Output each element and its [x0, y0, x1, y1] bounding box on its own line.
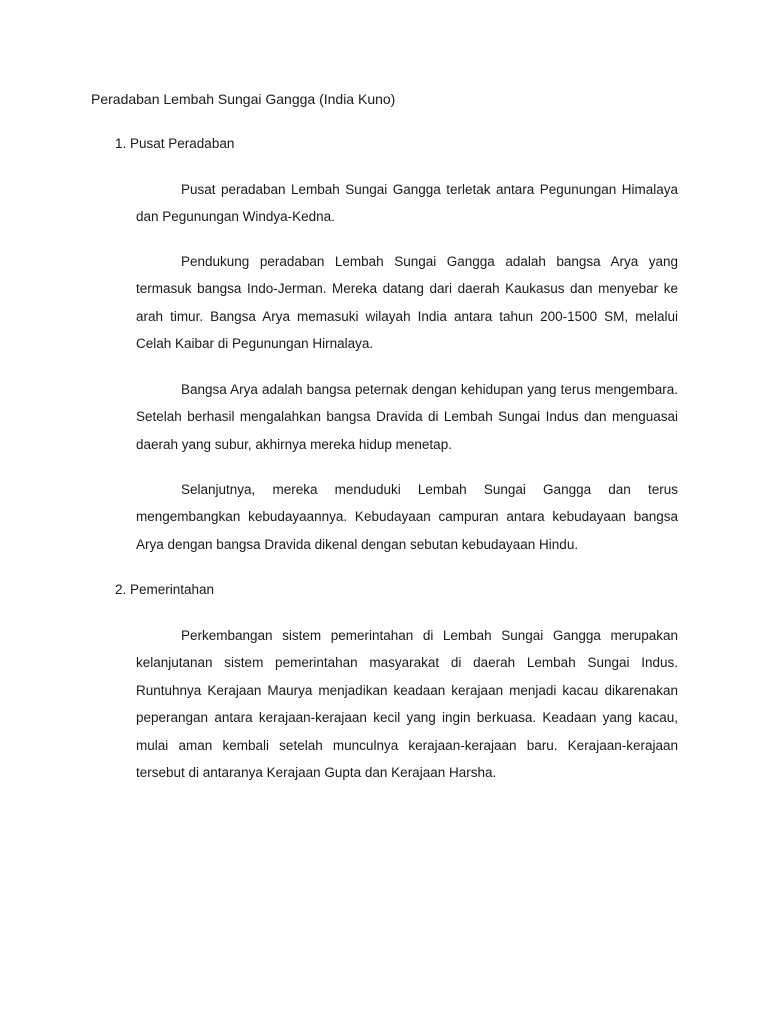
paragraph: Bangsa Arya adalah bangsa peternak dengan kehidupan yang terus mengembara. Setelah berhasil mengalahkan bangsa Dravida di Lembah Sungai Indus dan menguasai daerah yang subur, akhirnya mereka hidup menetap. — [136, 382, 678, 452]
section-heading-pusat-peradaban: 1. Pusat Peradaban — [115, 136, 235, 151]
paragraph: Selanjutnya, mereka menduduki Lembah Sungai Gangga dan terus mengembangkan kebudayaannya. Kebudayaan campuran antara kebudayaan bangsa Arya dengan bangsa Dravida dikenal dengan sebutan kebudayaan Hindu. — [136, 482, 678, 552]
paragraph: Perkembangan sistem pemerintahan di Lembah Sungai Gangga merupakan kelanjutanan sistem pemerintahan masyarakat di daerah Lembah Sungai Indus. Runtuhnya Kerajaan Maurya menjadikan keadaan kerajaan menjadi kacau dikarenakan peperangan antara kerajaan-kerajaan kecil yang ingin berkuasa. Keadaan yang kacau, mulai aman kembali setelah munculnya kerajaan-kerajaan baru. Kerajaan-kerajaan tersebut di antaranya Kerajaan Gupta dan Kerajaan Harsha. — [136, 628, 678, 781]
paragraph: Pusat peradaban Lembah Sungai Gangga terletak antara Pegunungan Himalaya dan Pegunungan Windya-Kedna. — [136, 182, 678, 225]
section-heading-pemerintahan: 2. Pemerintahan — [115, 582, 215, 597]
document-title: Peradaban Lembah Sungai Gangga (India Kuno) — [91, 91, 396, 107]
paragraph: Pendukung peradaban Lembah Sungai Gangga adalah bangsa Arya yang termasuk bangsa Indo-Jerman. Mereka datang dari daerah Kaukasus dan menyebar ke arah timur. Bangsa Arya memasuki wilayah India antara tahun 200-1500 SM, melalui Celah Kaibar di Pegunungan Hirnalaya. — [136, 254, 678, 352]
